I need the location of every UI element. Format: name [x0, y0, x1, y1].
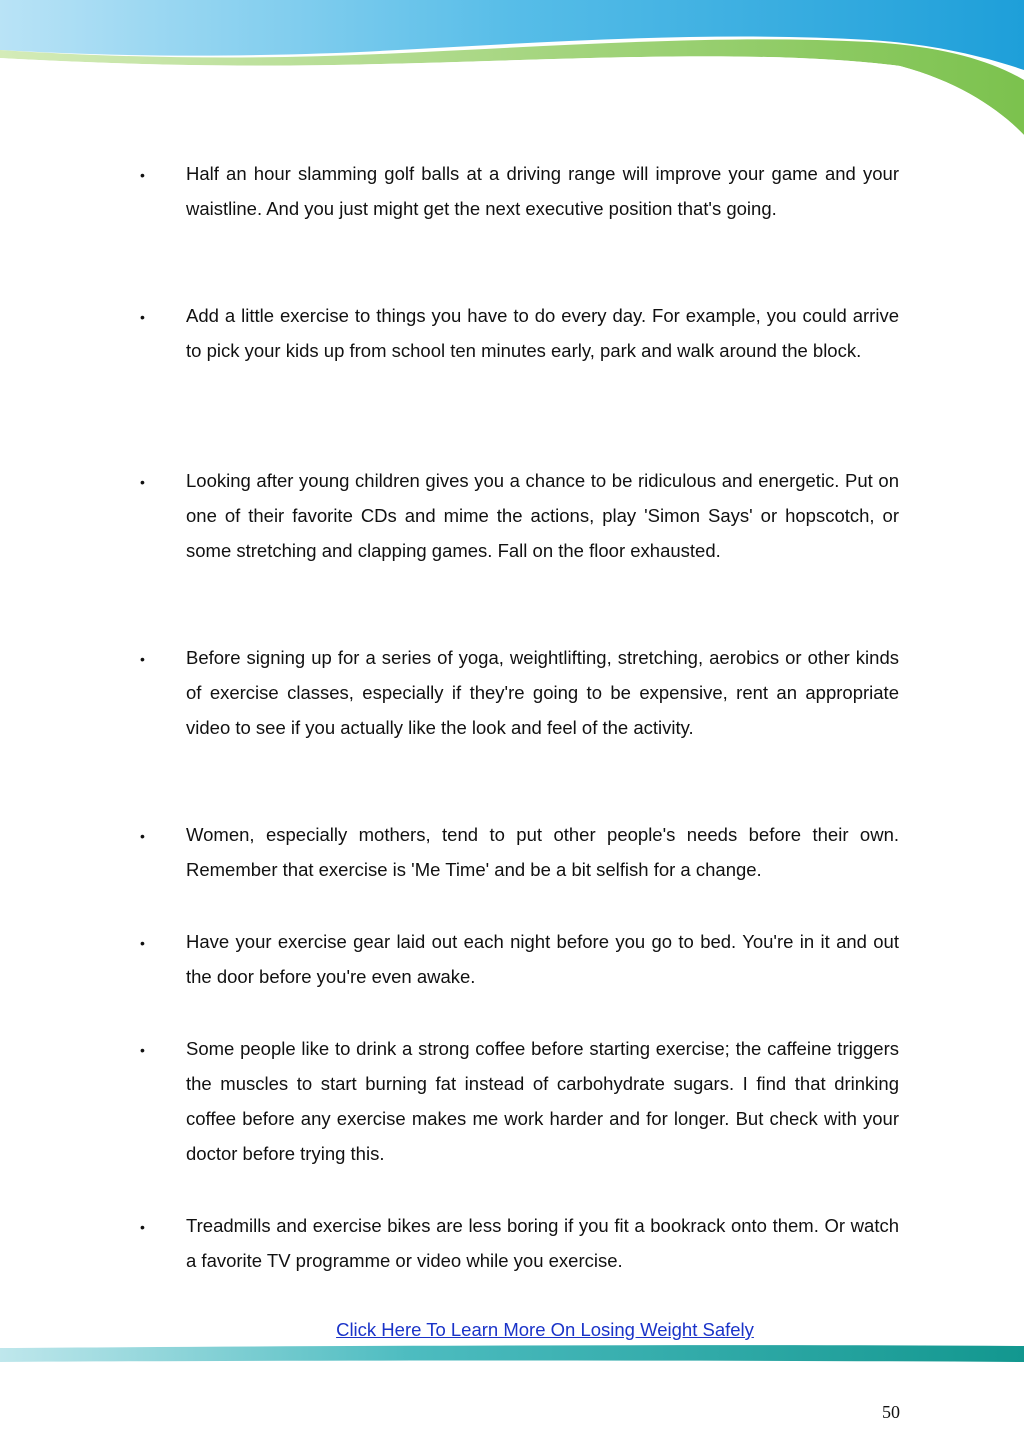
tip-text: Women, especially mothers, tend to put other people's needs before their own. Remember that exercise is 'Me Time' and be a bit selfish for a change.	[186, 824, 899, 880]
bullet-icon: •	[140, 828, 145, 844]
page-number: 50	[882, 1402, 900, 1422]
tip-text: Looking after young children gives you a chance to be ridiculous and energetic. Put on one of their favorite CDs and mime the actions, play 'Simon Says' or hopscotch, or some stretching and clapping games. Fall on the floor exhausted.	[186, 470, 899, 561]
tip-text: Before signing up for a series of yoga, weightlifting, stretching, aerobics or other kinds of exercise classes, especially if they're going to be expensive, rent an appropriate video to see if you actually like the look and feel of the activity.	[186, 647, 899, 738]
bullet-icon: •	[140, 1219, 145, 1235]
bullet-icon: •	[140, 651, 145, 667]
tip-text: Treadmills and exercise bikes are less boring if you fit a bookrack onto them. Or watch a favorite TV programme or video while you exercise.	[186, 1215, 899, 1271]
header-wave-banner	[0, 0, 1024, 140]
tip-text: Half an hour slamming golf balls at a driving range will improve your game and your waistline. And you just might get the next executive position that's going.	[186, 163, 899, 219]
bullet-icon: •	[140, 167, 145, 183]
tip-text: Add a little exercise to things you have to do every day. For example, you could arrive to pick your kids up from school ten minutes early, park and walk around the block.	[186, 305, 899, 361]
bullet-icon: •	[140, 935, 145, 951]
bullet-icon: •	[140, 474, 145, 490]
tip-text: Have your exercise gear laid out each night before you go to bed. You're in it and out the door before you're even awake.	[186, 931, 899, 987]
bullet-icon: •	[140, 1042, 145, 1058]
tip-text: Some people like to drink a strong coffee before starting exercise; the caffeine triggers the muscles to start burning fat instead of carbohydrate sugars. I find that drinking coffee before any exercise makes me work harder and for longer. But check with your doctor before trying this.	[186, 1038, 899, 1164]
bullet-icon: •	[140, 309, 145, 325]
learn-more-link[interactable]: Click Here To Learn More On Losing Weight Safely	[336, 1319, 754, 1340]
